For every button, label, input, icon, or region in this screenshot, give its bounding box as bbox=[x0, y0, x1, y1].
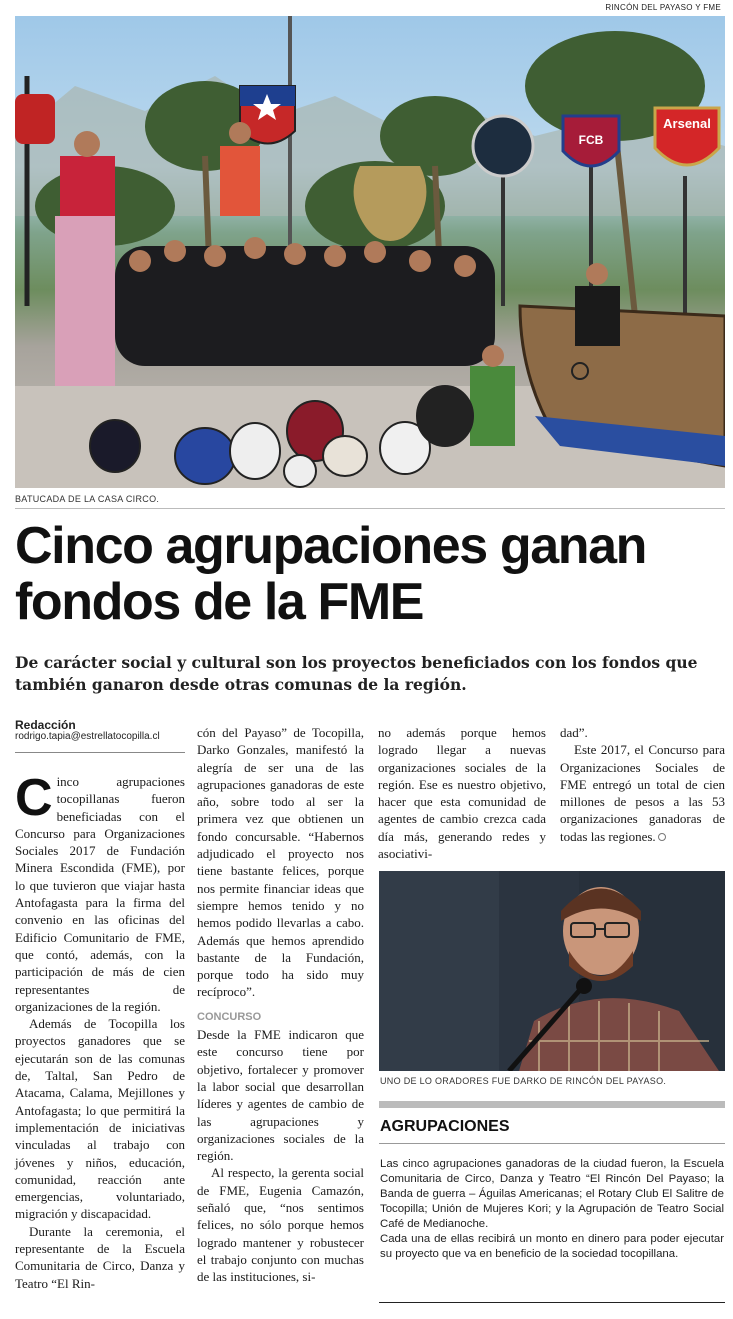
article-paragraph: Este 2017, el Concurso para Organizaciones Sociales de FME entregó un total de cien millones de pesos a las 53 organizaciones ganadoras de todas las regiones. bbox=[560, 742, 725, 844]
speaker-photo bbox=[379, 871, 725, 1071]
end-mark-icon bbox=[658, 833, 666, 841]
sidebar-paragraph: Cada una de ellas recibirá un monto en dinero para poder ejecutar su proyecto que va en beneficio de la sociedad tocopillana. bbox=[380, 1233, 724, 1260]
sidebar-divider bbox=[379, 1143, 725, 1144]
article-paragraph: no además porque hemos logrado llegar a nuevas organizaciones sociales de la región. Ese es nuestro objetivo, hacer que esta comunidad de agentes de cambio crezca cada día más, generando redes y asociativi- bbox=[378, 725, 546, 862]
main-photo bbox=[15, 16, 725, 488]
speaker-photo-caption: UNO DE LO ORADORES FUE DARKO DE RINCÓN DEL PAYASO. bbox=[380, 1076, 667, 1086]
fcb-badge-text: FCB bbox=[578, 133, 604, 147]
article-paragraph: Al respecto, la gerenta social de FME, Eugenia Camazón, señaló que, “nos sentimos felices, no sólo porque hemos logrado mantener y robustecer el trabajo conjunto con muchas de las instituciones, si- bbox=[197, 1165, 364, 1285]
sidebar-paragraph: Las cinco agrupaciones ganadoras de la ciudad fueron, la Escuela Comunitaria de Circo, Danza y Teatro “El Rincón Del Payaso; la Banda de guerra – Águilas Americanas; el Rotary Club El Salitre de Tocopilla; Unión de Mujeres Kori; y la Agrupación de Teatro Social Café de Medianoche. bbox=[380, 1158, 724, 1230]
article-column-2 bbox=[197, 724, 364, 1286]
article-paragraph: Además de Tocopilla los proyectos ganadores que se ejecutarán son de las comunas de, Taltal, San Pedro de Atacama, Calama, Mejillones y Antofagasta; lo que permitirá la implementación de iniciativas vinculadas al trabajo con jóvenes y niños, educación, comunidad, reacción ante emergencias, voluntariado, migración y discapacidad. bbox=[15, 1016, 185, 1222]
article-paragraph: dad”. bbox=[560, 725, 588, 740]
article-paragraph: Cinco agrupaciones tocopillanas fueron beneficiadas con el Concurso para Organizaciones Sociales 2017 de Fundación Minera Escondida (FME), por lo que tuvieron que viajar hasta Antofagasta para la firma del convenio en las oficinas del Edificio Comunitario de FME, que contó, además, con la participación de más de cien representantes de organizaciones de la región. bbox=[15, 769, 185, 1014]
byline-name: Redacción bbox=[15, 718, 76, 732]
photo-credit: RINCÓN DEL PAYASO Y FME bbox=[605, 3, 721, 12]
photo-caption: BATUCADA DE LA CASA CIRCO. bbox=[15, 494, 160, 504]
article-column-1 bbox=[15, 769, 185, 1292]
drop-cap: C bbox=[15, 769, 53, 827]
article-paragraph: cón del Payaso” de Tocopilla, Darko Gonzales, manifestó la alegría de ser una de las agrupaciones ganadoras de este año, sobre todo al ser la primera vez que obtienen un fondo concursable. “Habernos adjudicado el proyecto nos tiene bastante felices, porque nos permite financiar ideas que siempre hemos tenido y no hemos podido llevarlas a cabo. Además que hemos aprendido bastante de la Fundación, porque todo ha sido muy recíproco”. bbox=[197, 725, 364, 1000]
article-column-3 bbox=[378, 724, 546, 862]
speaker-illustration bbox=[379, 871, 725, 1071]
section-subhead: CONCURSO bbox=[197, 1010, 262, 1023]
byline-email[interactable]: rodrigo.tapia@estrellatocopilla.cl bbox=[15, 731, 160, 742]
article-paragraph: Desde la FME indicaron que este concurso tiene por objetivo, fortalecer y promover la labor social que desarrollan líderes y agentes de cambio de las agrupaciones y organizaciones sociales de la región. bbox=[197, 1027, 364, 1164]
sidebar-bottom-rule bbox=[379, 1302, 725, 1303]
batucada-illustration bbox=[15, 16, 725, 488]
sidebar-top-bar bbox=[379, 1101, 725, 1108]
sidebar-text bbox=[380, 1157, 724, 1262]
article-paragraph: Durante la ceremonia, el representante de la Escuela Comunitaria de Circo, Danza y Teatro “El Rin- bbox=[15, 1223, 185, 1291]
byline-divider bbox=[15, 752, 185, 753]
headline: Cinco agrupaciones ganan fondos de la FME bbox=[15, 517, 646, 631]
sidebar-title: AGRUPACIONES bbox=[380, 1118, 510, 1135]
caption-divider bbox=[15, 508, 725, 509]
article-column-4 bbox=[560, 724, 725, 845]
subheadline: De carácter social y cultural son los proyectos beneficiados con los fondos que también ganaron desde otras comunas de la región. bbox=[15, 653, 698, 694]
arsenal-badge-text: Arsenal bbox=[663, 116, 711, 131]
